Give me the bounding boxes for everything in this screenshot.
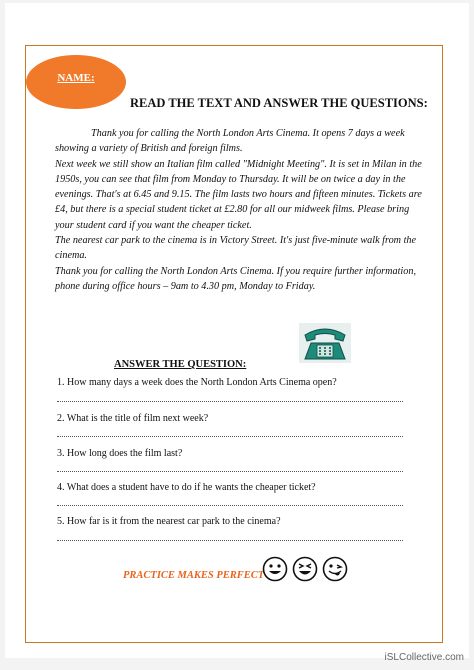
smiling-face-icon — [262, 556, 288, 582]
reading-paragraph: Next week we still show an Italian film called "Midnight Meeting". It is set in Milan in the 1950s, you can see that film from Monday to Thursday. It will be on twice a day in the evenings. That's at 6.45 and 9.15. The film lasts two hours and fifteen minutes. Tickets are £4, but there is a special student ticket at £2.80 for all our midweek films. Please bring your student card if you want the cheaper ticket. — [55, 158, 422, 231]
reading-text — [55, 126, 423, 294]
name-label: NAME: — [57, 72, 95, 84]
answer-line-2[interactable] — [57, 436, 403, 437]
winking-tongue-face-icon — [322, 556, 348, 582]
answer-line-3[interactable] — [57, 471, 403, 472]
page-title: READ THE TEXT AND ANSWER THE QUESTIONS: — [130, 96, 428, 110]
question-1: 1. How many days a week does the North London Arts Cinema open? — [57, 377, 337, 388]
question-2: 2. What is the title of film next week? — [57, 413, 209, 424]
reading-paragraph: The nearest car park to the cinema is in Victory Street. It's just five-minute walk from the cinema. — [55, 235, 417, 262]
squinting-face-icon — [292, 556, 318, 582]
footer-motto: PRACTICE MAKES PERFECT — [123, 570, 265, 581]
answer-line-1[interactable] — [57, 401, 403, 402]
reading-paragraph: Thank you for calling the North London Arts Cinema. If you require further information, phone during office hours – 9am to 4.30 pm, Monday to Friday. — [55, 265, 416, 292]
watermark: iSLCollective.com — [384, 652, 464, 663]
reading-paragraph: Thank you for calling the North London Arts Cinema. It opens 7 days a week showing a variety of British and foreign films. — [55, 128, 405, 155]
answer-line-4[interactable] — [57, 505, 403, 506]
telephone-icon — [299, 323, 351, 363]
question-4: 4. What does a student have to do if he wants the cheaper ticket? — [57, 482, 316, 493]
answer-line-5[interactable] — [57, 540, 403, 541]
question-3: 3. How long does the film last? — [57, 448, 183, 459]
question-5: 5. How far is it from the nearest car park to the cinema? — [57, 516, 281, 527]
questions-heading: ANSWER THE QUESTION: — [114, 359, 247, 370]
